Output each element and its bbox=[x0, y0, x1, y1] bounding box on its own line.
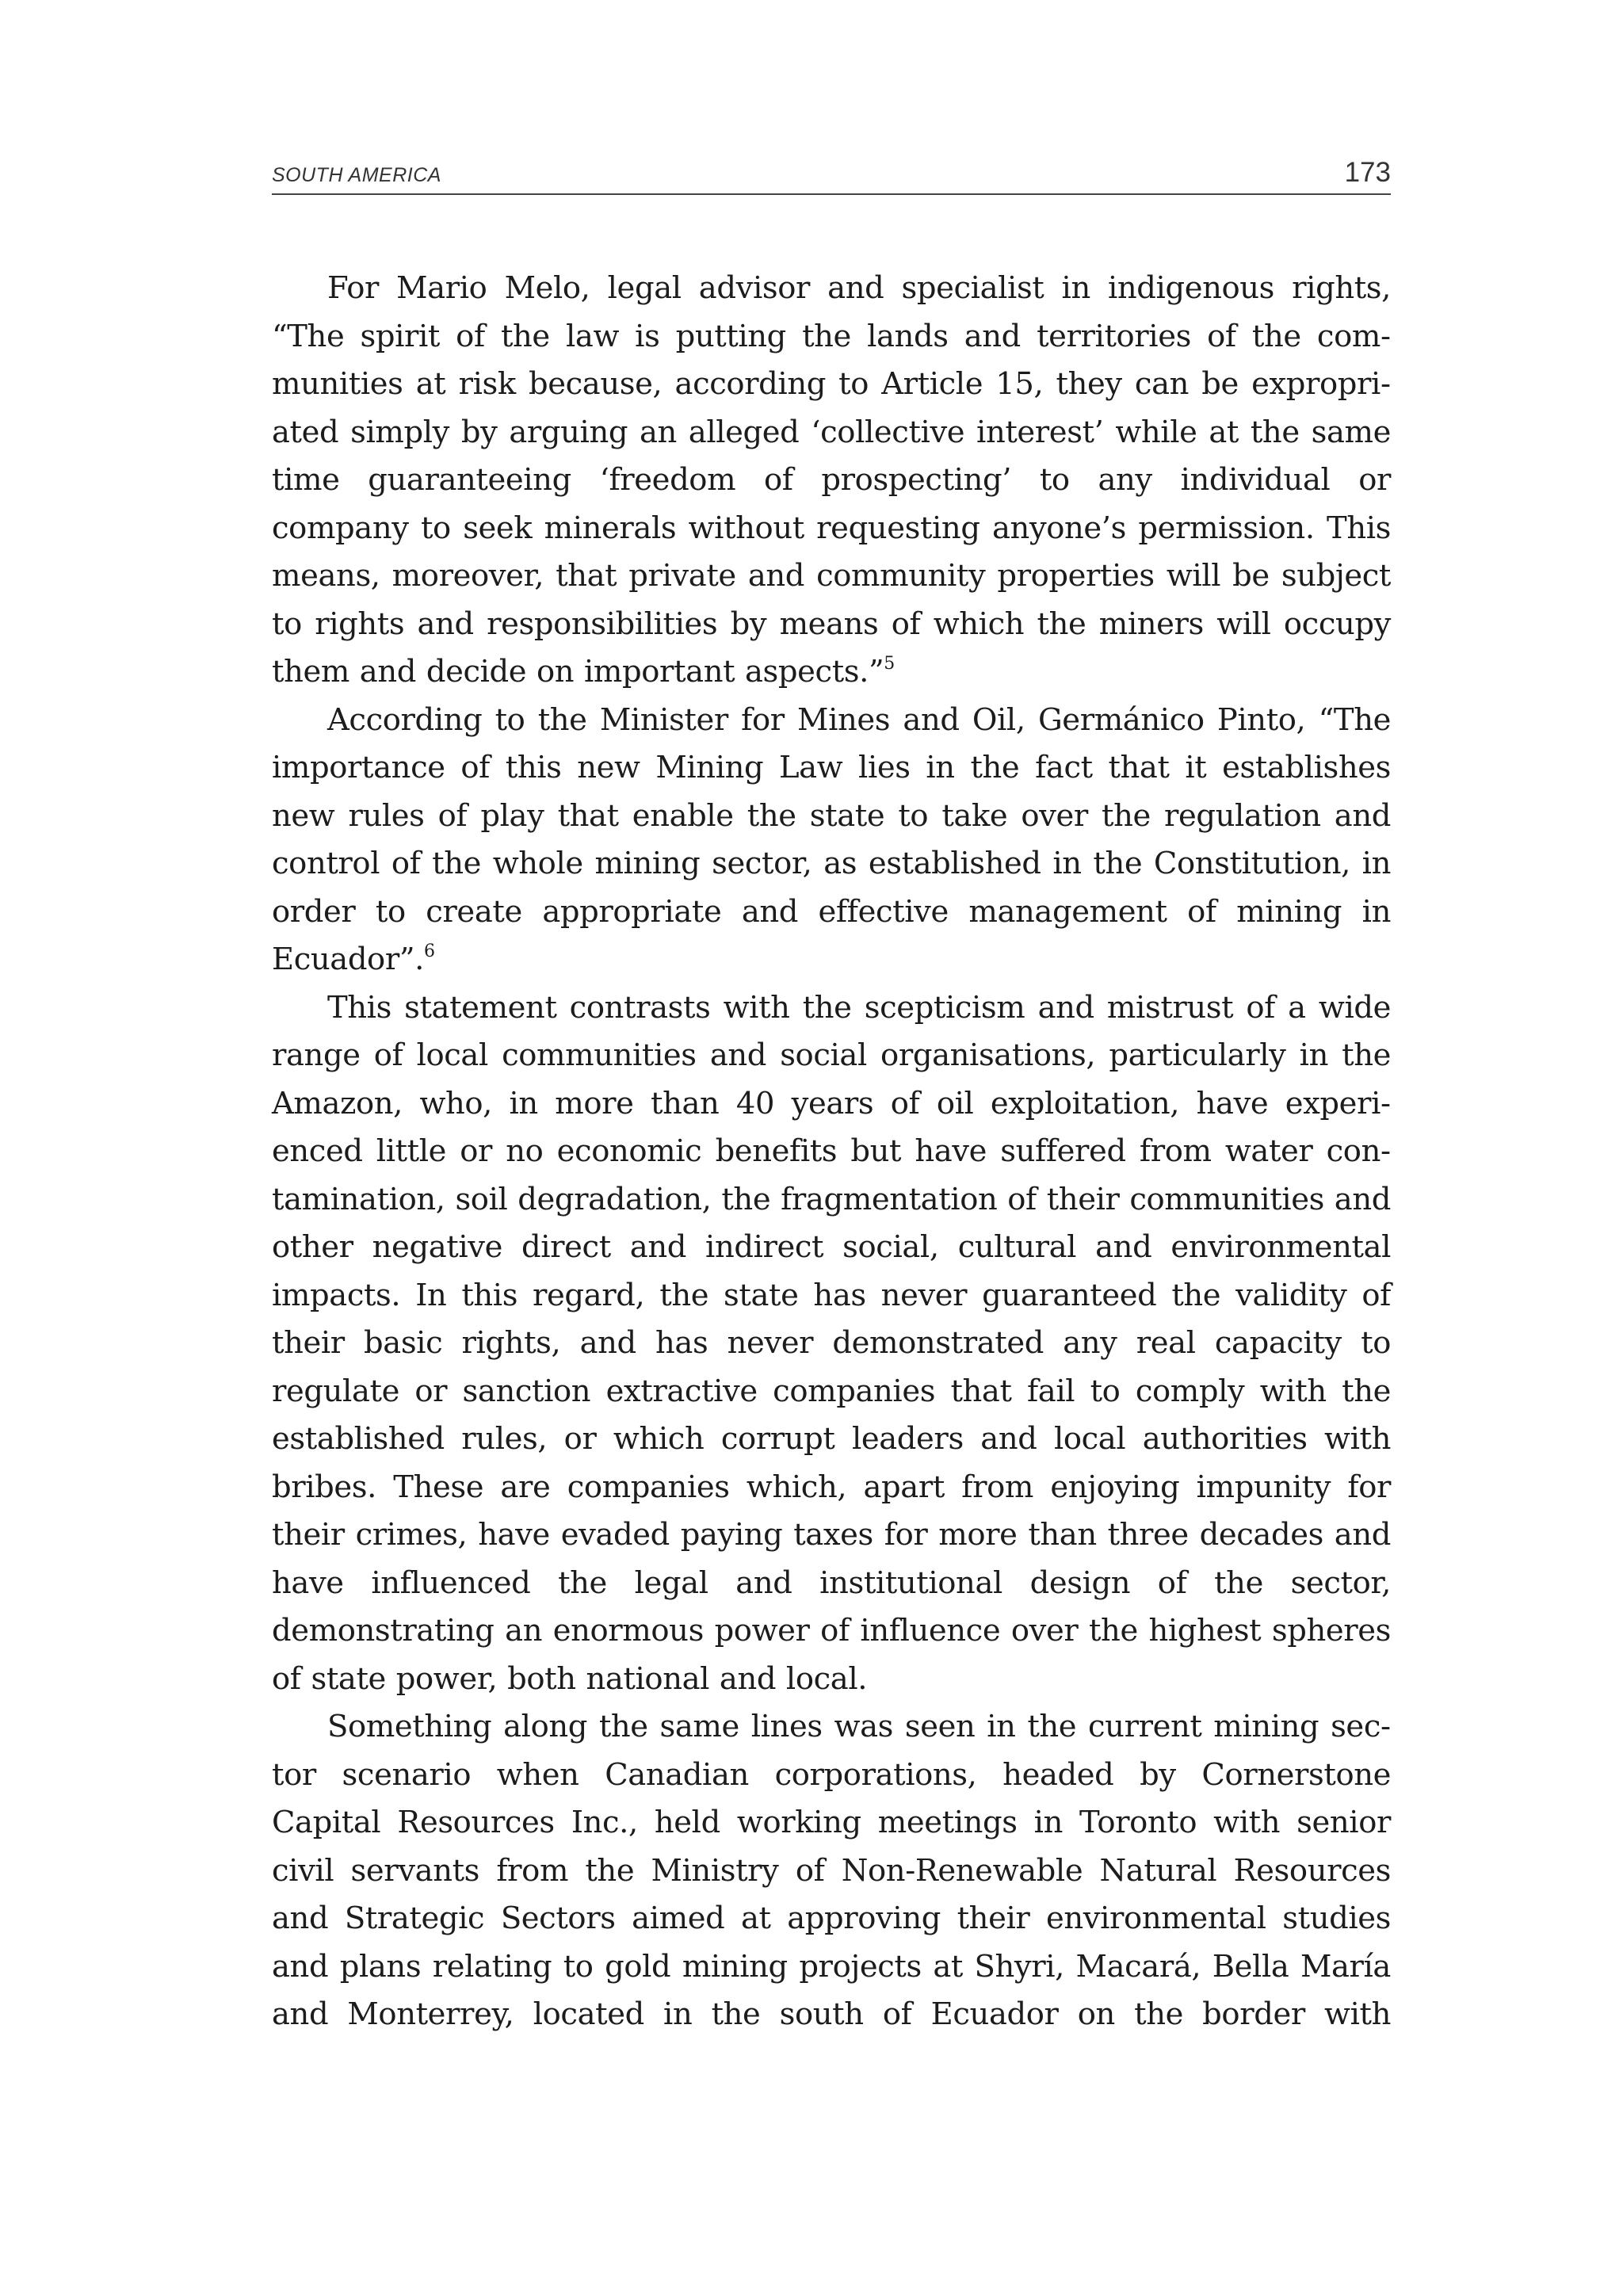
paragraph-text: For Mario Melo, legal advisor and specialist in indigenous rights, “The spirit of the law is putting the lands and territories of the communities at risk because, according to Article 15, they can be expropriated simply by arguing an alleged ‘collective interest’ while at the same time guaranteeing ‘freedom of prospecting’ to any individual or company to seek minerals without requesting anyone’s permission. This means, moreover, that private and community properties will be subject to rights and responsibilities by means of which the miners will occupy them and decide on important aspects.” bbox=[272, 270, 1391, 690]
page-number: 173 bbox=[1344, 157, 1391, 188]
footnote-marker: 5 bbox=[884, 654, 895, 674]
paragraph-text: According to the Minister for Mines and Oil, Germánico Pinto, “The importance of this new Mining Law lies in the fact that it establishes new rules of play that enable the state to take over the regulation and control of the whole mining sector, as established in the Constitution, in order to create appropriate and effective management of mining in Ecuador”. bbox=[272, 701, 1391, 977]
running-head: SOUTH AMERICA bbox=[272, 164, 441, 186]
paragraph-canadian-corporations bbox=[272, 1703, 1391, 2039]
page-header bbox=[272, 151, 1391, 195]
footnote-marker: 6 bbox=[423, 942, 435, 961]
paragraph-minister bbox=[272, 697, 1391, 984]
paragraph-mario-melo bbox=[272, 265, 1391, 697]
paragraph-text: Something along the same lines was seen in the current mining sector scenario when Canadian corporations, headed by Cornerstone Capital Resources Inc., held working meetings in Toronto with senior civil servants from the Ministry of Non-Renewable Natural Resources and Strategic Sectors aimed at approving their environmental studies and plans relating to gold mining projects at Shyri, Macará, Bella María and Monterrey, located in the south of Ecuador on the border with bbox=[272, 1709, 1391, 2032]
body-text bbox=[272, 265, 1391, 2039]
paragraph-text: This statement contrasts with the scepticism and mistrust of a wide range of local communities and social organisations, particularly in the Amazon, who, in more than 40 years of oil exploitation, have experienced little or no economic benefits but have suffered from water contamination, soil degradation, the fragmentation of their communities and other negative direct and indirect social, cultural and environmental impacts. In this regard, the state has never guaranteed the validity of their basic rights, and has never demonstrated any real capacity to regulate or sanction extractive companies that fail to comply with the established rules, or which corrupt leaders and local authorities with bribes. These are companies which, apart from enjoying impunity for their crimes, have evaded paying taxes for more than three decades and have influenced the legal and institutional design of the sector, demonstrating an enormous power of influence over the highest spheres of state power, both national and local. bbox=[272, 989, 1391, 1697]
paragraph-scepticism bbox=[272, 984, 1391, 1704]
